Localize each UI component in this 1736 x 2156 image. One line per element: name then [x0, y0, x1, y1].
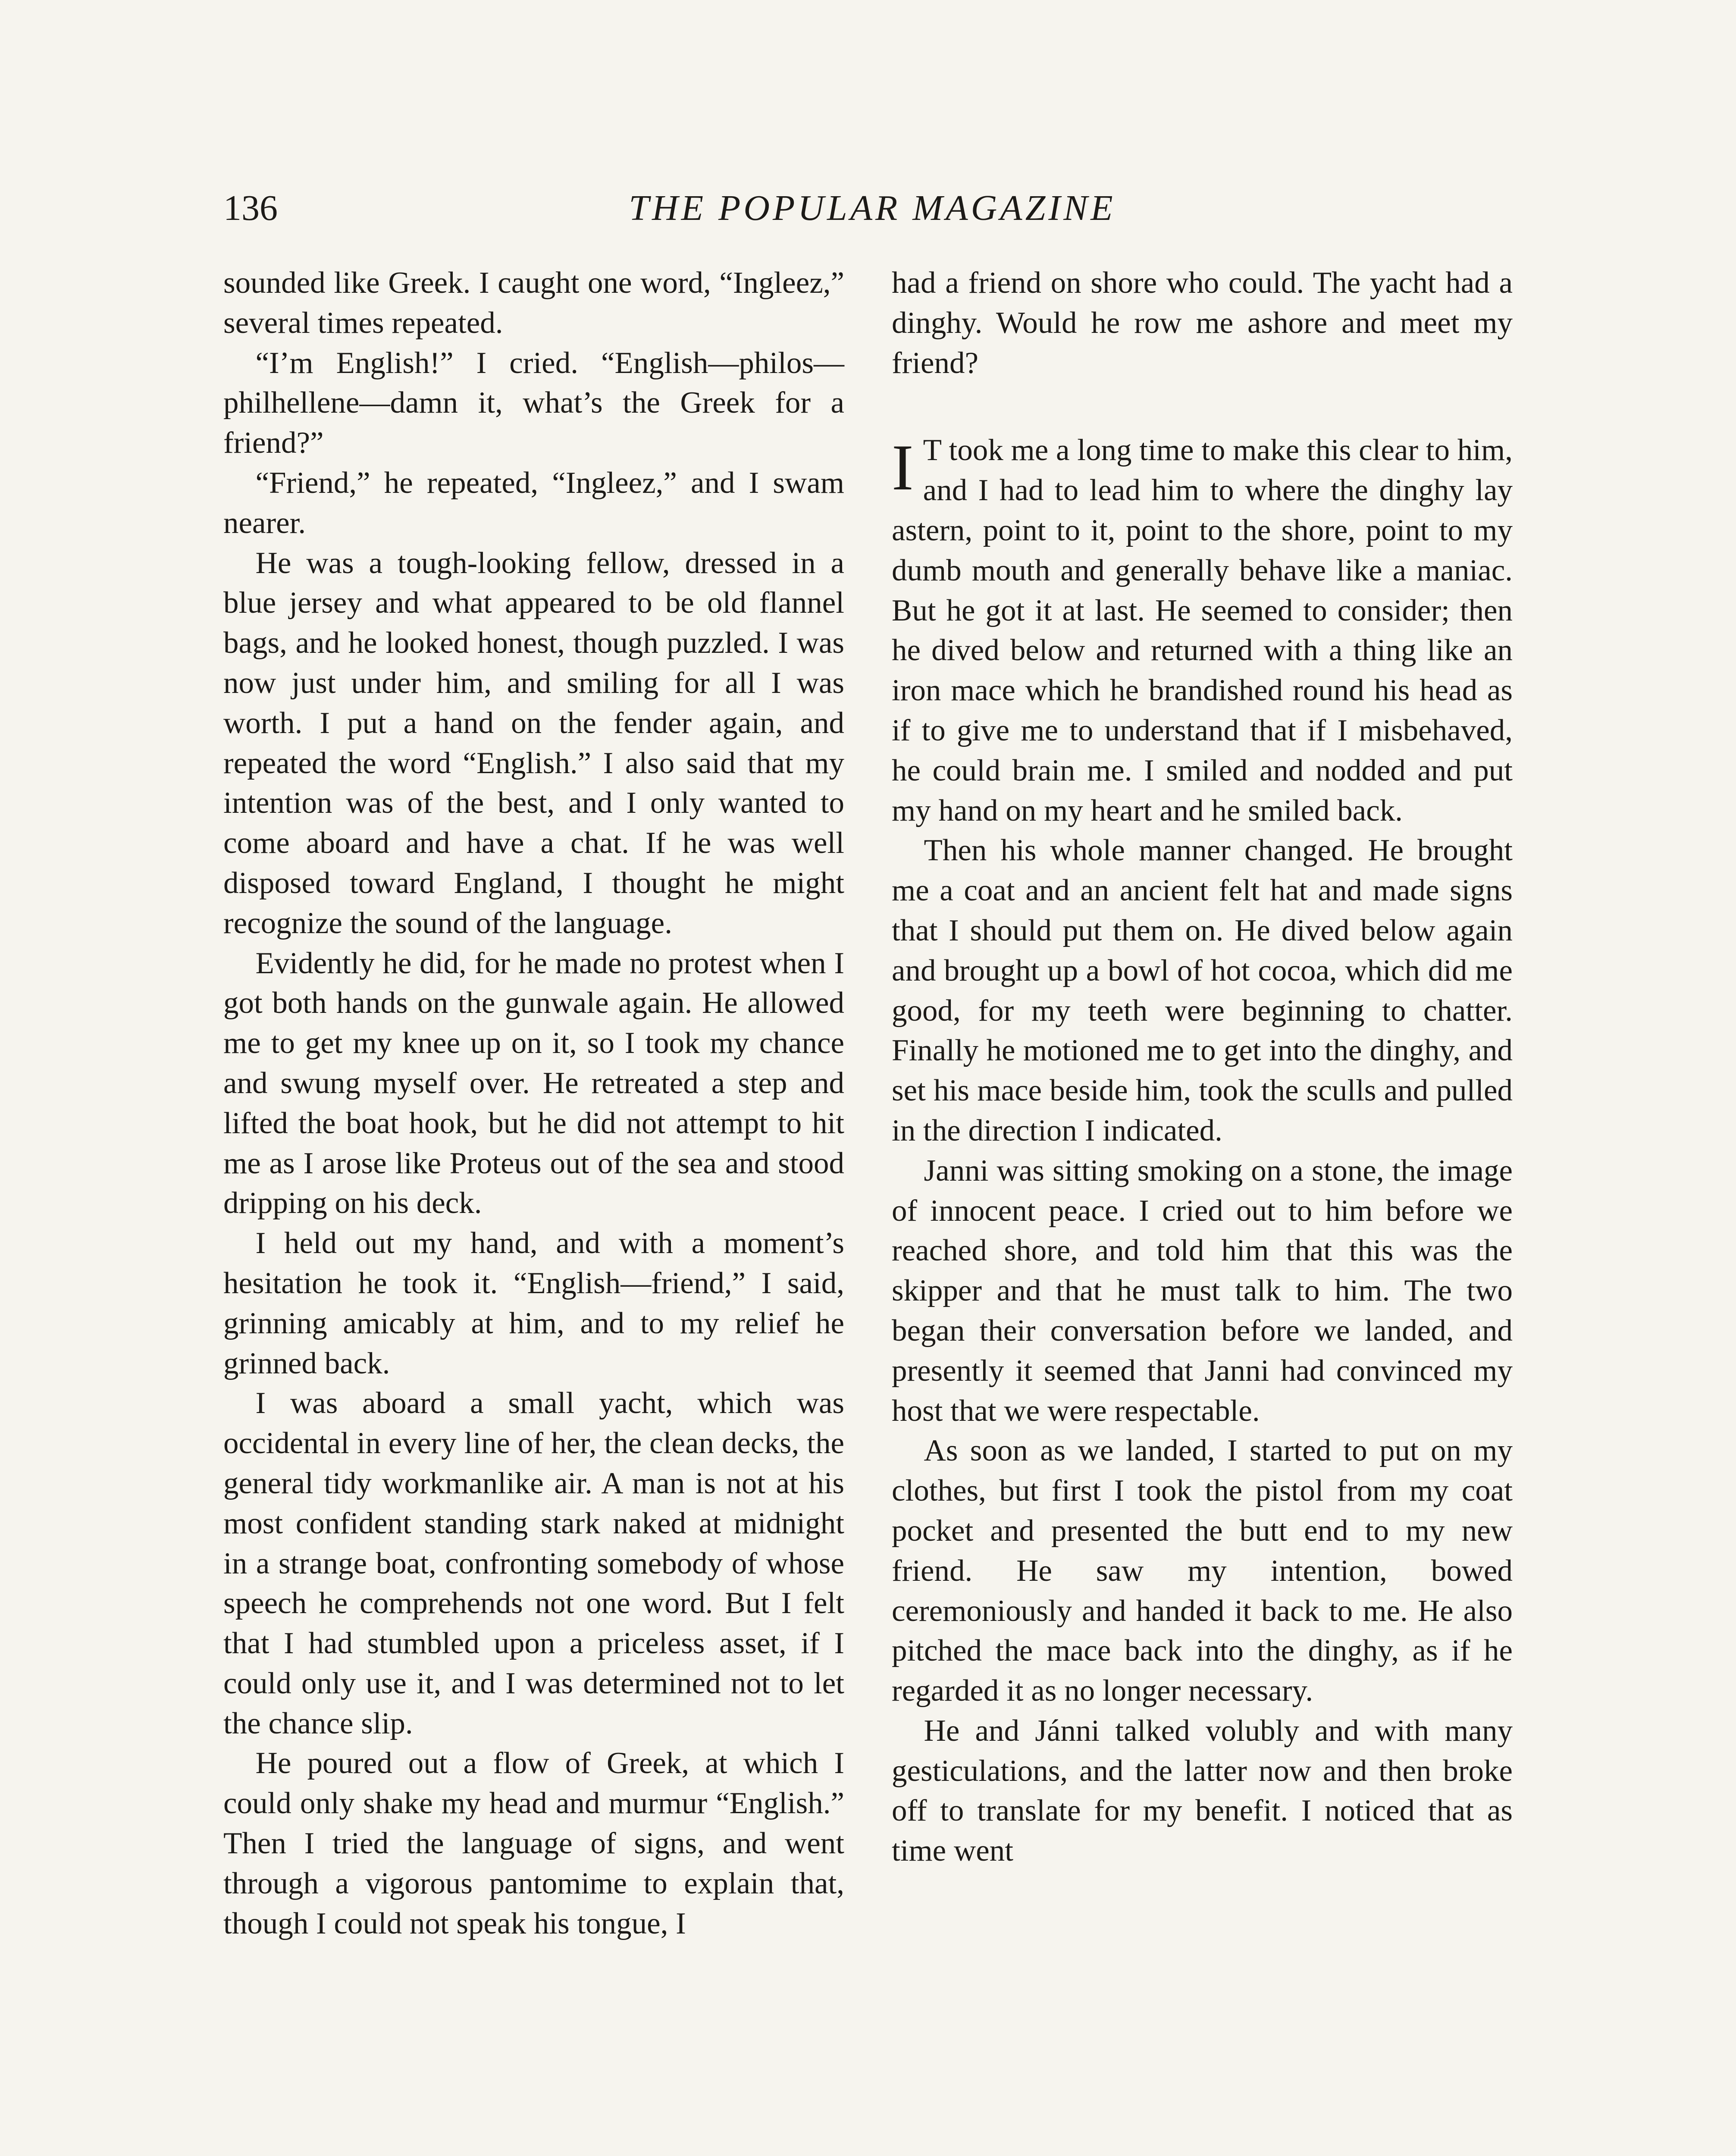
- dropcap-paragraph-text: T took me a long time to make this clear to him, and I had to lead him to where the dinghy lay astern, point to it, point to the shore, point to my dumb mouth and generally behave like a maniac. But he got it at last. He seemed to consider; then he dived below and returned with a thing like an iron mace which he brandished round his head as if to give me to understand that if I misbehaved, he could brain me. I smiled and nodded and put my hand on my heart and he smiled back.: [892, 433, 1513, 827]
- paragraph: “Friend,” he repeated, “Ingleez,” and I swam nearer.: [223, 466, 844, 540]
- paragraph: He was a tough-looking fellow, dressed in a blue jersey and what appeared to be old flannel bags, and he looked honest, though puzzled. I was now just under him, and smiling for all I was worth. I put a hand on the fender again, and repeated the word “English.” I also said that my intention was of the best, and I only wanted to come aboard and have a chat. If he was well disposed toward England, I thought he might recognize the sound of the language.: [223, 546, 844, 940]
- paragraph: I was aboard a small yacht, which was occidental in every line of her, the clean decks, the general tidy workmanlike air. A man is not at his most confident standing stark naked at midnight in a strange boat, confronting somebody of whose speech he comprehends not one word. But I felt that I had stumbled upon a priceless asset, if I could only use it, and I was determined not to let the chance slip.: [223, 1386, 844, 1740]
- paragraph: “I’m English!” I cried. “English—philos—philhellene—damn it, what’s the Greek for a friend?”: [223, 346, 844, 460]
- right-column: [892, 263, 1513, 1871]
- paragraph: sounded like Greek. I caught one word, “Ingleez,” several times repeated.: [223, 266, 844, 340]
- dropcap-paragraph: [892, 430, 1513, 830]
- paragraph: He poured out a flow of Greek, at which I could only shake my head and murmur “English.” Then I tried the language of signs, and went through a vigorous pantomime to explain that, though I could not speak his tongue, I: [223, 1746, 844, 1940]
- left-column: [223, 263, 844, 1943]
- section-break: [892, 383, 1513, 430]
- paragraph: He and Jánni talked volubly and with many gesticulations, and the latter now and then broke off to translate for my benefit. I noticed that as time went: [892, 1714, 1513, 1868]
- paragraph: As soon as we landed, I started to put on my clothes, but first I took the pistol from my coat pocket and presented the butt end to my new friend. He saw my intention, bowed ceremoniously and handed it back to me. He also pitched the mace back into the dinghy, as if he regarded it as no longer necessary.: [892, 1434, 1513, 1708]
- paragraph: I held out my hand, and with a moment’s hesitation he took it. “English—friend,” I said, grinning amicably at him, and to my relief he grinned back.: [223, 1226, 844, 1380]
- page-number: 136: [223, 188, 278, 228]
- paragraph: had a friend on shore who could. The yacht had a dinghy. Would he row me ashore and meet my friend?: [892, 266, 1513, 380]
- running-head: [223, 185, 1521, 232]
- paragraph: Then his whole manner changed. He brought me a coat and an ancient felt hat and made signs that I should put them on. He dived below again and brought up a bowl of hot cocoa, which did me good, for my teeth were beginning to chatter. Finally he motioned me to get into the dinghy, and set his mace beside him, took the sculls and pulled in the direction I indicated.: [892, 834, 1513, 1147]
- magazine-title: THE POPULAR MAGAZINE: [629, 188, 1116, 228]
- paragraph: Janni was sitting smoking on a stone, the image of innocent peace. I cried out to him before we reached shore, and told him that this was the skipper and that he must talk to him. The two began their conversation before we landed, and presently it seemed that Janni had convinced my host that we were respectable.: [892, 1153, 1513, 1428]
- drop-cap: I: [892, 431, 914, 504]
- paragraph: Evidently he did, for he made no protest when I got both hands on the gunwale again. He allowed me to get my knee up on it, so I took my chance and swung myself over. He retreated a step and lifted the boat hook, but he did not attempt to hit me as I arose like Proteus out of the sea and stood dripping on his deck.: [223, 946, 844, 1220]
